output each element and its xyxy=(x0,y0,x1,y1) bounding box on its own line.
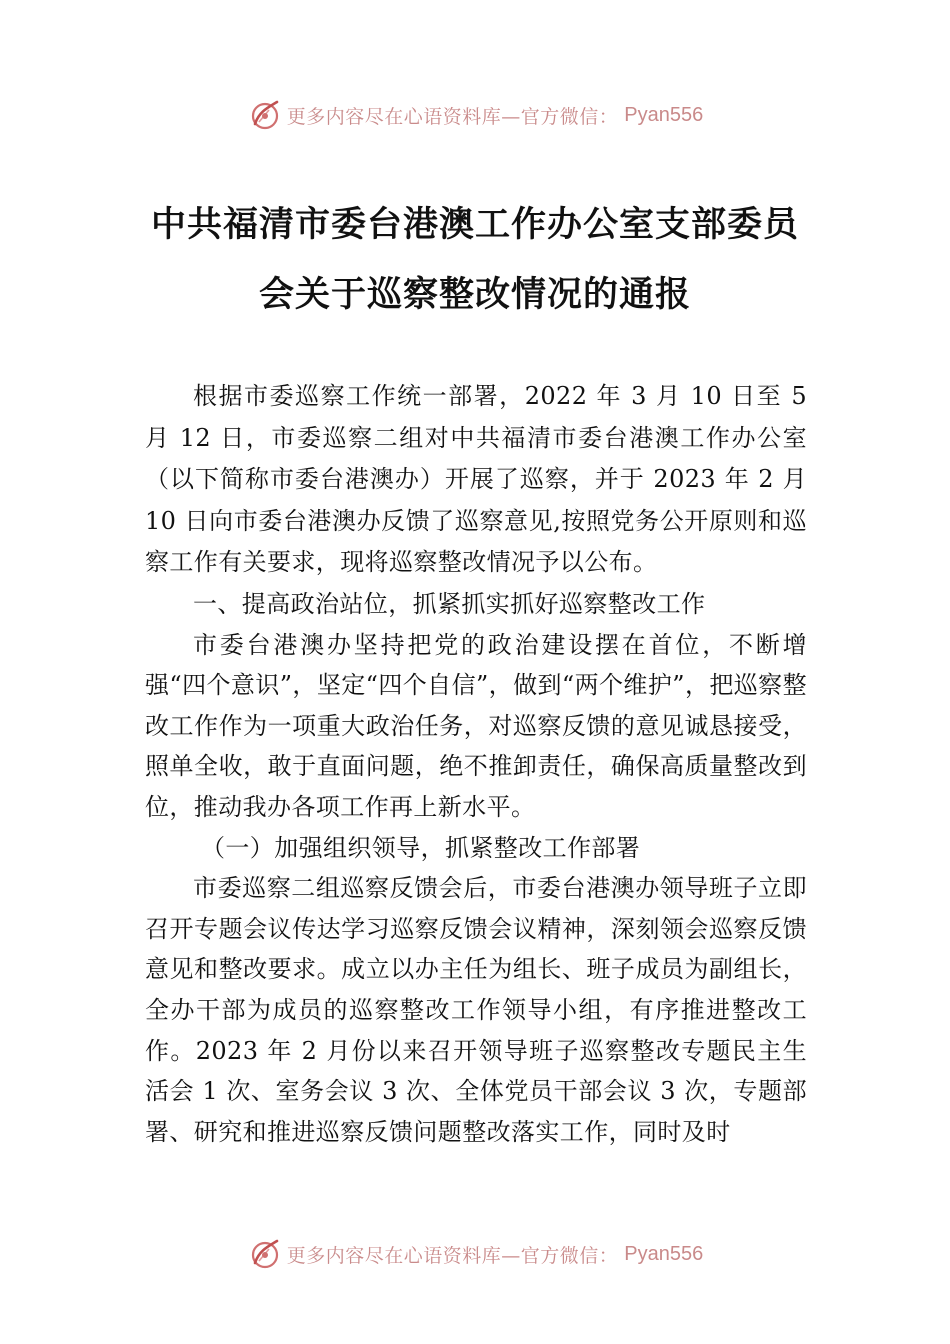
watermark-handle: Pyan556 xyxy=(624,103,704,126)
pen-swirl-logo-icon xyxy=(247,98,281,132)
pen-swirl-logo-icon xyxy=(247,1237,281,1271)
document-body xyxy=(145,376,807,1152)
header-watermark xyxy=(0,95,950,135)
subsection-heading-1: （一）加强组织领导，抓紧整改工作部署 xyxy=(201,833,641,862)
paragraph-subsection-1: 市委巡察二组巡察反馈会后，市委台港澳办领导班子立即召开专题会议传达学习巡察反馈会议精神，深刻领会巡察反馈意见和整改要求。成立以办主任为组长、班子成员为副组长，全办干部为成员的巡察整改工作领导小组，有序推进整改工作。2023 年 2 月份以来召开领导班子巡察整改专题民主生活会 1 次、室务会议 3 次、全体党员干部会议 3 次，专题部署、研究和推进巡察反馈问题整改落实工作，同时及时 xyxy=(145,874,807,1146)
paragraph-intro: 根据市委巡察工作统一部署，2022 年 3 月 10 日至 5 月 12 日，市委巡察二组对中共福清市委台港澳工作办公室（以下简称市委台港澳办）开展了巡察，并于 2023 年 2 月 10 日向市委台港澳办反馈了巡察意见,按照党务公开原则和巡察工作有关要求，现将巡察整改情况予以公布。 xyxy=(145,382,807,577)
watermark-text: 更多内容尽在心语资料库—官方微信： xyxy=(286,1244,619,1267)
document-title: 中共福清市委台港澳工作办公室支部委员会关于巡察整改情况的通报 xyxy=(150,204,799,315)
footer-watermark xyxy=(0,1234,950,1274)
watermark-text: 更多内容尽在心语资料库—官方微信： xyxy=(286,105,619,128)
paragraph-section-1: 市委台港澳办坚持把党的政治建设摆在首位，不断增强“四个意识”，坚定“四个自信”，做到“两个维护”，把巡察整改工作作为一项重大政治任务，对巡察反馈的意见诚恳接受，照单全收，敢于直面问题，绝不推卸责任，确保高质量整改到位，推动我办各项工作再上新水平。 xyxy=(145,630,807,821)
section-heading-1: 一、提高政治站位，抓紧抓实抓好巡察整改工作 xyxy=(193,589,706,618)
watermark-handle: Pyan556 xyxy=(624,1242,704,1265)
